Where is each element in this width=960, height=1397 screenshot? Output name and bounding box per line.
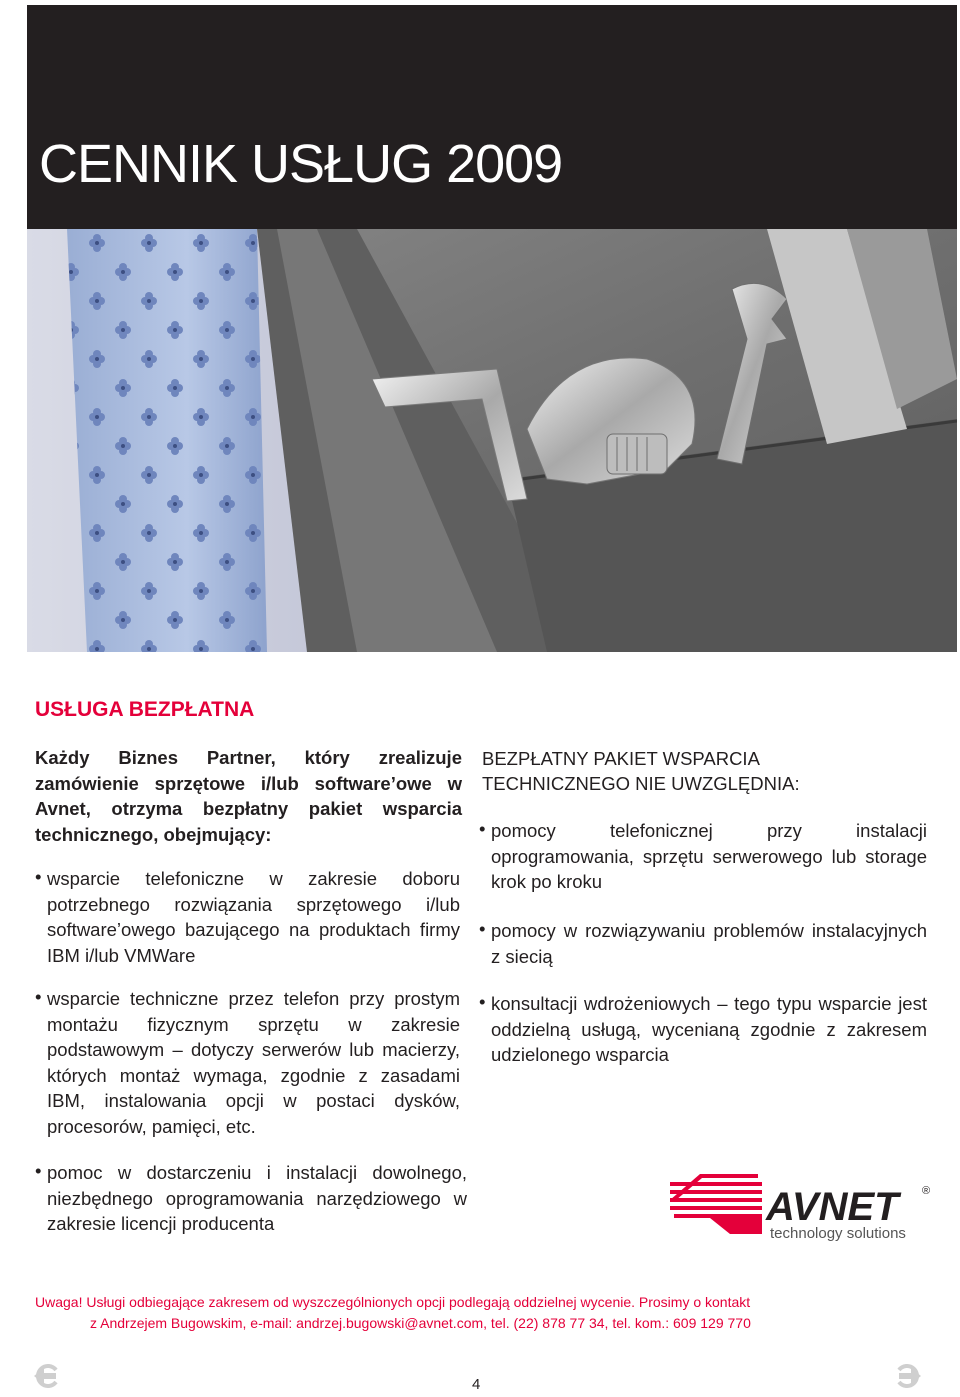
intro-paragraph: Każdy Biznes Partner, który zrealizuje zamówienie sprzętowe i/lub software’owe w Avnet, otrzyma bezpłatny pakiet wsparcia technicznego, obejmujący: xyxy=(35,747,462,845)
arrow-left-icon xyxy=(30,1360,62,1392)
logo-registered: ® xyxy=(922,1185,931,1197)
list-item-text: pomocy w rozwiązywaniu problemów instalacyjnych z siecią xyxy=(491,920,927,967)
bullet-dot-icon: • xyxy=(35,986,42,1007)
exclusions-heading-line: BEZPŁATNY PAKIET WSPARCIA xyxy=(482,748,760,769)
list-item-text: konsultacji wdrożeniowych – tego typu wsparcie jest oddzielną usługą, wycenianą zgodnie z zakresem udzielonego wsparcia xyxy=(491,993,927,1065)
list-item-text: wsparcie techniczne przez telefon przy prostym montażu fizycznym sprzętu w zakresie podstawowym – dotyczy serwerów lub macierzy, których montaż wymaga, zgodnie z zasadami IBM, instalowania opcji w postaci dysków, procesorów, pamięci, etc. xyxy=(47,988,460,1137)
next-page-button[interactable] xyxy=(893,1360,925,1392)
list-item xyxy=(35,986,460,1139)
logo-tagline: technology solutions xyxy=(770,1225,906,1242)
avnet-logo-graphic xyxy=(670,1168,940,1248)
section-title: USŁUGA BEZPŁATNA xyxy=(35,698,255,721)
note-line: z Andrzejem Bugowskim, e-mail: andrzej.bugowski@avnet.com, tel. (22) 878 77 34, tel. kom.: 609 129 770 xyxy=(90,1315,751,1331)
bullet-dot-icon: • xyxy=(479,991,486,1012)
list-item xyxy=(35,1160,467,1237)
list-item-text: pomocy telefonicznej przy instalacji oprogramowania, sprzętu serwerowego lub storage krok po kroku xyxy=(491,820,927,892)
bullet-dot-icon: • xyxy=(35,866,42,887)
bullet-dot-icon: • xyxy=(35,1160,42,1181)
title-bar xyxy=(27,5,957,229)
logo-brand: AVNET xyxy=(766,1185,899,1229)
avnet-logo xyxy=(670,1168,940,1248)
prev-page-button[interactable] xyxy=(30,1360,62,1392)
suit-tools-illustration xyxy=(27,229,957,652)
bullet-dot-icon: • xyxy=(479,818,486,839)
arrow-right-icon xyxy=(893,1360,925,1392)
list-item xyxy=(479,991,927,1068)
hero-photo xyxy=(27,229,957,652)
bullet-dot-icon: • xyxy=(479,918,486,939)
page-title: CENNIK USŁUG 2009 xyxy=(39,134,563,194)
contact-note xyxy=(35,1292,935,1334)
exclusions-heading-line: TECHNICZNEGO NIE UWZGLĘDNIA: xyxy=(482,773,800,794)
list-item xyxy=(479,818,927,895)
list-item xyxy=(479,918,927,969)
list-item-text: wsparcie telefoniczne w zakresie doboru potrzebnego rozwiązania sprzętowego i/lub software’owego bazującego na produktach firmy IBM i/lub VMWare xyxy=(47,868,460,966)
exclusions-heading xyxy=(482,746,800,796)
list-item xyxy=(35,866,460,968)
list-item-text: pomoc w dostarczeniu i instalacji dowolnego, niezbędnego oprogramowania narzędziowego w zakresie licencji producenta xyxy=(47,1162,467,1234)
page-number: 4 xyxy=(472,1376,481,1393)
note-line: Uwaga! Usługi odbiegające zakresem od wyszczególnionych opcji podlegają oddzielnej wycenie. Prosimy o kontakt xyxy=(35,1294,751,1310)
